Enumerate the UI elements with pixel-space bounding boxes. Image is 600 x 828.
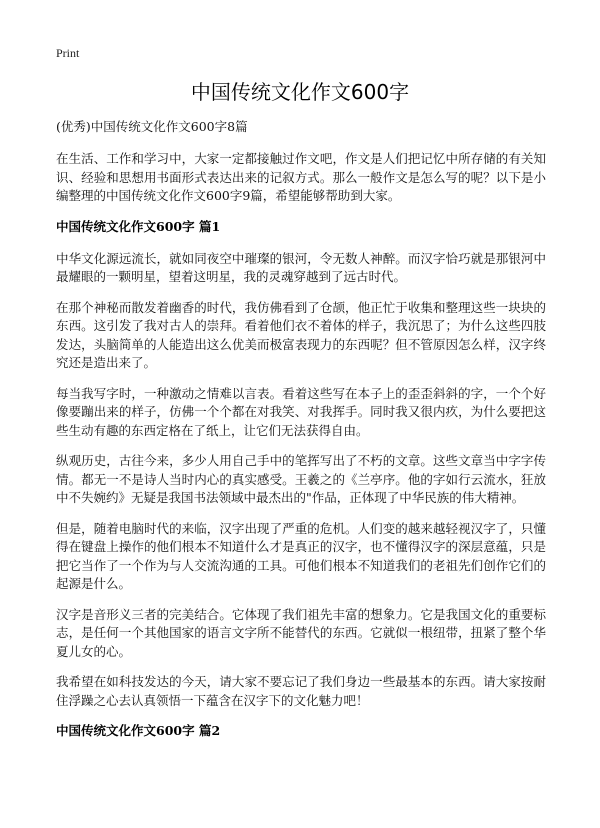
section-heading-1: 中国传统文化作文600字 篇1 (56, 218, 221, 234)
paragraph-2: 在那个神秘而散发着幽香的时代，我仿佛看到了仓颉，他正忙于收集和整理这些一块块的东西。这引发了我对古人的崇拜。看着他们衣不着体的样子，我沉思了；为什么这些四肢发达，头脑简单的人能造出这么优美而极富表现力的东西呢？但不管原因怎么样，汉字终究还是造出来了。 (56, 299, 546, 370)
paragraph-6: 汉字是音形义三者的完美结合。它体现了我们祖先丰富的想象力。它是我国文化的重要标志，是任何一个其他国家的语言文字所不能替代的东西。它就似一根纽带，扭紧了整个华夏儿女的心。 (56, 606, 546, 659)
paragraph-7: 我希望在如科技发达的今天，请大家不要忘记了我们身边一些最基本的东西。请大家按耐住浮躁之心去认真领悟一下蕴含在汉字下的文化魅力吧！ (56, 674, 546, 708)
paragraph-4: 纵观历史，古往今来，多少人用自己手中的笔挥写出了不朽的文章。这些文章当中字字传情。都无一不是诗人当时内心的真实感受。王羲之的《兰亭序。他的字如行云流水，狂放中不失婉约》无疑是我国书法领域中最杰出的"作品，正体现了中华民族的伟大精神。 (56, 453, 546, 505)
article-body (56, 118, 546, 754)
section-heading-2: 中国传统文化作文600字 篇2 (56, 723, 221, 738)
paragraph-5: 但是，随着电脑时代的来临，汉字出现了严重的危机。人们变的越来越轻视汉字了，只懂得在键盘上操作的他们根本不知道什么才是真正的汉字，也不懂得汉字的深层意蕴，只是把它当作了一个作为与人交流沟通的工具。可他们根本不知道我们的老祖先们创作它们的起源是什么。 (56, 520, 546, 591)
paragraph-3: 每当我写字时，一种激动之情难以言表。看着这些写在本子上的歪歪斜斜的字，一个个好像要蹦出来的样子，仿佛一个个都在对我笑、对我挥手。同时我又很内疚，为什么要把这些生动有趣的东西定格在了纸上，让它们无法获得自由。 (56, 385, 546, 438)
page-title: 中国传统文化作文600字 (190, 80, 410, 104)
paragraph-1: 中华文化源远流长，就如同夜空中璀璨的银河，令无数人神醉。而汉字恰巧就是那银河中最耀眼的一颗明星，望着这明星，我的灵魂穿越到了远古时代。 (56, 250, 546, 284)
article-subtitle: (优秀)中国传统文化作文600字8篇 (56, 119, 248, 134)
print-link[interactable]: Print (56, 46, 80, 60)
intro-paragraph: 在生活、工作和学习中，大家一定都接触过作文吧，作文是人们把记忆中所存储的有关知识、经验和思想用书面形式表达出来的记叙方式。那么一般作文是怎么写的呢？以下是小编整理的中国传统文化作文600字9篇，希望能够帮助到大家。 (56, 151, 546, 203)
